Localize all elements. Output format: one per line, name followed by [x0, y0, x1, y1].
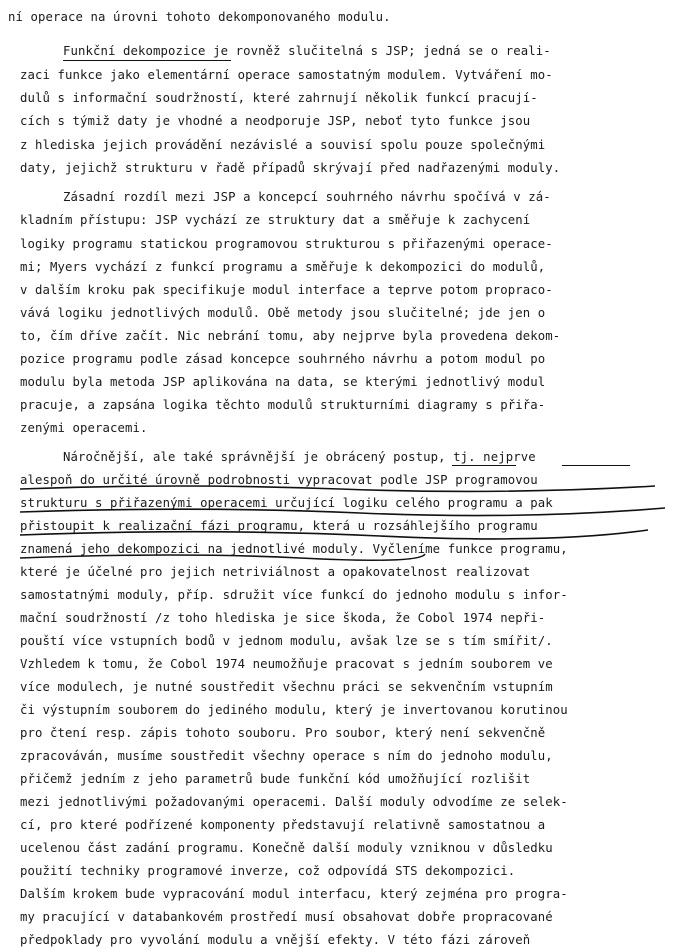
text-line: Vzhledem k tomu, že Cobol 1974 neumožňuje pracovat s jedním souborem ve: [20, 657, 553, 671]
text-line: ní operace na úrovni tohoto dekomponovaného modulu.: [8, 10, 391, 24]
text-line: zpracováván, musíme soustředit všechny operace s ním do jednoho modulu,: [20, 749, 553, 763]
handwritten-underline: [452, 465, 516, 466]
text-line: Dalším krokem bude vypracování modul interfacu, který zejména pro progra-: [20, 887, 568, 901]
text-line: mezi jednotlivými požadovanými operacemi. Další moduly odvodíme ze selek-: [20, 795, 568, 809]
text-line: pozice programu podle zásad koncepce souhrného návrhu a potom modul po: [20, 352, 546, 366]
text-line: mi; Myers vychází z funkcí programu a směřuje k dekompozici do modulů,: [20, 260, 546, 274]
text-line: mační soudržností /z toho hlediska je sice škoda, že Cobol 1974 nepři-: [20, 611, 546, 625]
text-line: zenými operacemi.: [20, 421, 148, 435]
text-line: cích s týmiž daty je vhodné a neodporuje JSP, neboť tyto funkce jsou: [20, 114, 531, 128]
handwritten-underline: [63, 60, 231, 61]
text-line: modulu byla metoda JSP aplikována na data, se kterými jednotlivý modul: [20, 375, 546, 389]
text-line: předpoklady pro vyvolání modulu a vnější efekty. V této fázi zároveň: [20, 933, 531, 947]
text-line: logiky programu statickou programovou strukturou s přiřazenými operace-: [20, 237, 553, 251]
text-line: Funkční dekompozice je rovněž slučitelná s JSP; jedná se o reali-: [63, 44, 551, 58]
text-line: my pracující v databankovém prostředí musí obsahovat dobře propracované: [20, 910, 553, 924]
text-line: více modulech, je nutné soustředit všechnu práci se sekvenčním vstupním: [20, 680, 553, 694]
text-line: kladním přístupu: JSP vychází ze struktury dat a směřuje k zachycení: [20, 213, 531, 227]
text-line: či výstupním souborem do jediného modulu, který je invertovanou korutinou: [20, 703, 568, 717]
text-line: pouští více vstupních bodů v jednom modulu, avšak lze se s tím smířit/.: [20, 634, 553, 648]
text-line: Zásadní rozdíl mezi JSP a koncepcí souhrného návrhu spočívá v zá-: [63, 190, 551, 204]
text-line: zaci funkce jako elementární operace samostatným modulem. Vytváření mo-: [20, 68, 553, 82]
text-line: použití techniky programové inverze, což odpovídá STS dekompozici.: [20, 864, 516, 878]
text-line: které je účelné pro jejich netriviálnost a opakovatelnost realizovat: [20, 565, 531, 579]
text-line: Náročnější, ale také správnější je obrácený postup, tj. nejprve: [63, 450, 536, 464]
text-line: pro čtení resp. zápis tohoto souboru. Pro soubor, který není sekvenčně: [20, 726, 546, 740]
text-line: z hlediska jejich provádění nezávislé a souvisí spolu pouze společnými: [20, 138, 546, 152]
text-line: to, čím dříve začít. Nic nebrání tomu, aby nejprve byla provedena dekom-: [20, 329, 561, 343]
text-line: v dalším kroku pak specifikuje modul interface a teprve potom propraco-: [20, 283, 553, 297]
text-line: přistoupit k realizační fázi programu, která u rozsáhlejšího programu: [20, 519, 538, 533]
text-line: vává logiku jednotlivých modulů. Obě metody jsou slučitelné; jde jen o: [20, 306, 546, 320]
text-line: přičemž jedním z jeho parametrů bude funkční kód umožňující rozlišit: [20, 772, 531, 786]
text-line: dulů s informační soudržností, které zahrnují několik funkcí pracují-: [20, 91, 538, 105]
text-line: znamená jeho dekompozici na jednotlivé moduly. Vyčleníme funkce programu,: [20, 542, 568, 556]
text-line: samostatnými moduly, příp. sdružit více funkcí do jednoho modulu s infor-: [20, 588, 568, 602]
text-line: alespoň do určité úrovně podrobnosti vypracovat podle JSP programovou: [20, 473, 538, 487]
text-line: strukturu s přiřazenými operacemi určující logiku celého programu a pak: [20, 496, 553, 510]
text-line: pracuje, a zapsána logika těchto modulů strukturními diagramy s přiřa-: [20, 398, 546, 412]
text-line: daty, jejichž strukturu v řadě případů skrývají před nadřazenými moduly.: [20, 161, 561, 175]
text-line: ucelenou část zadání programu. Konečně další moduly vzniknou v důsledku: [20, 841, 553, 855]
handwritten-underline: [562, 465, 630, 466]
text-line: cí, pro které podřízené komponenty představují relativně samostatnou a: [20, 818, 546, 832]
